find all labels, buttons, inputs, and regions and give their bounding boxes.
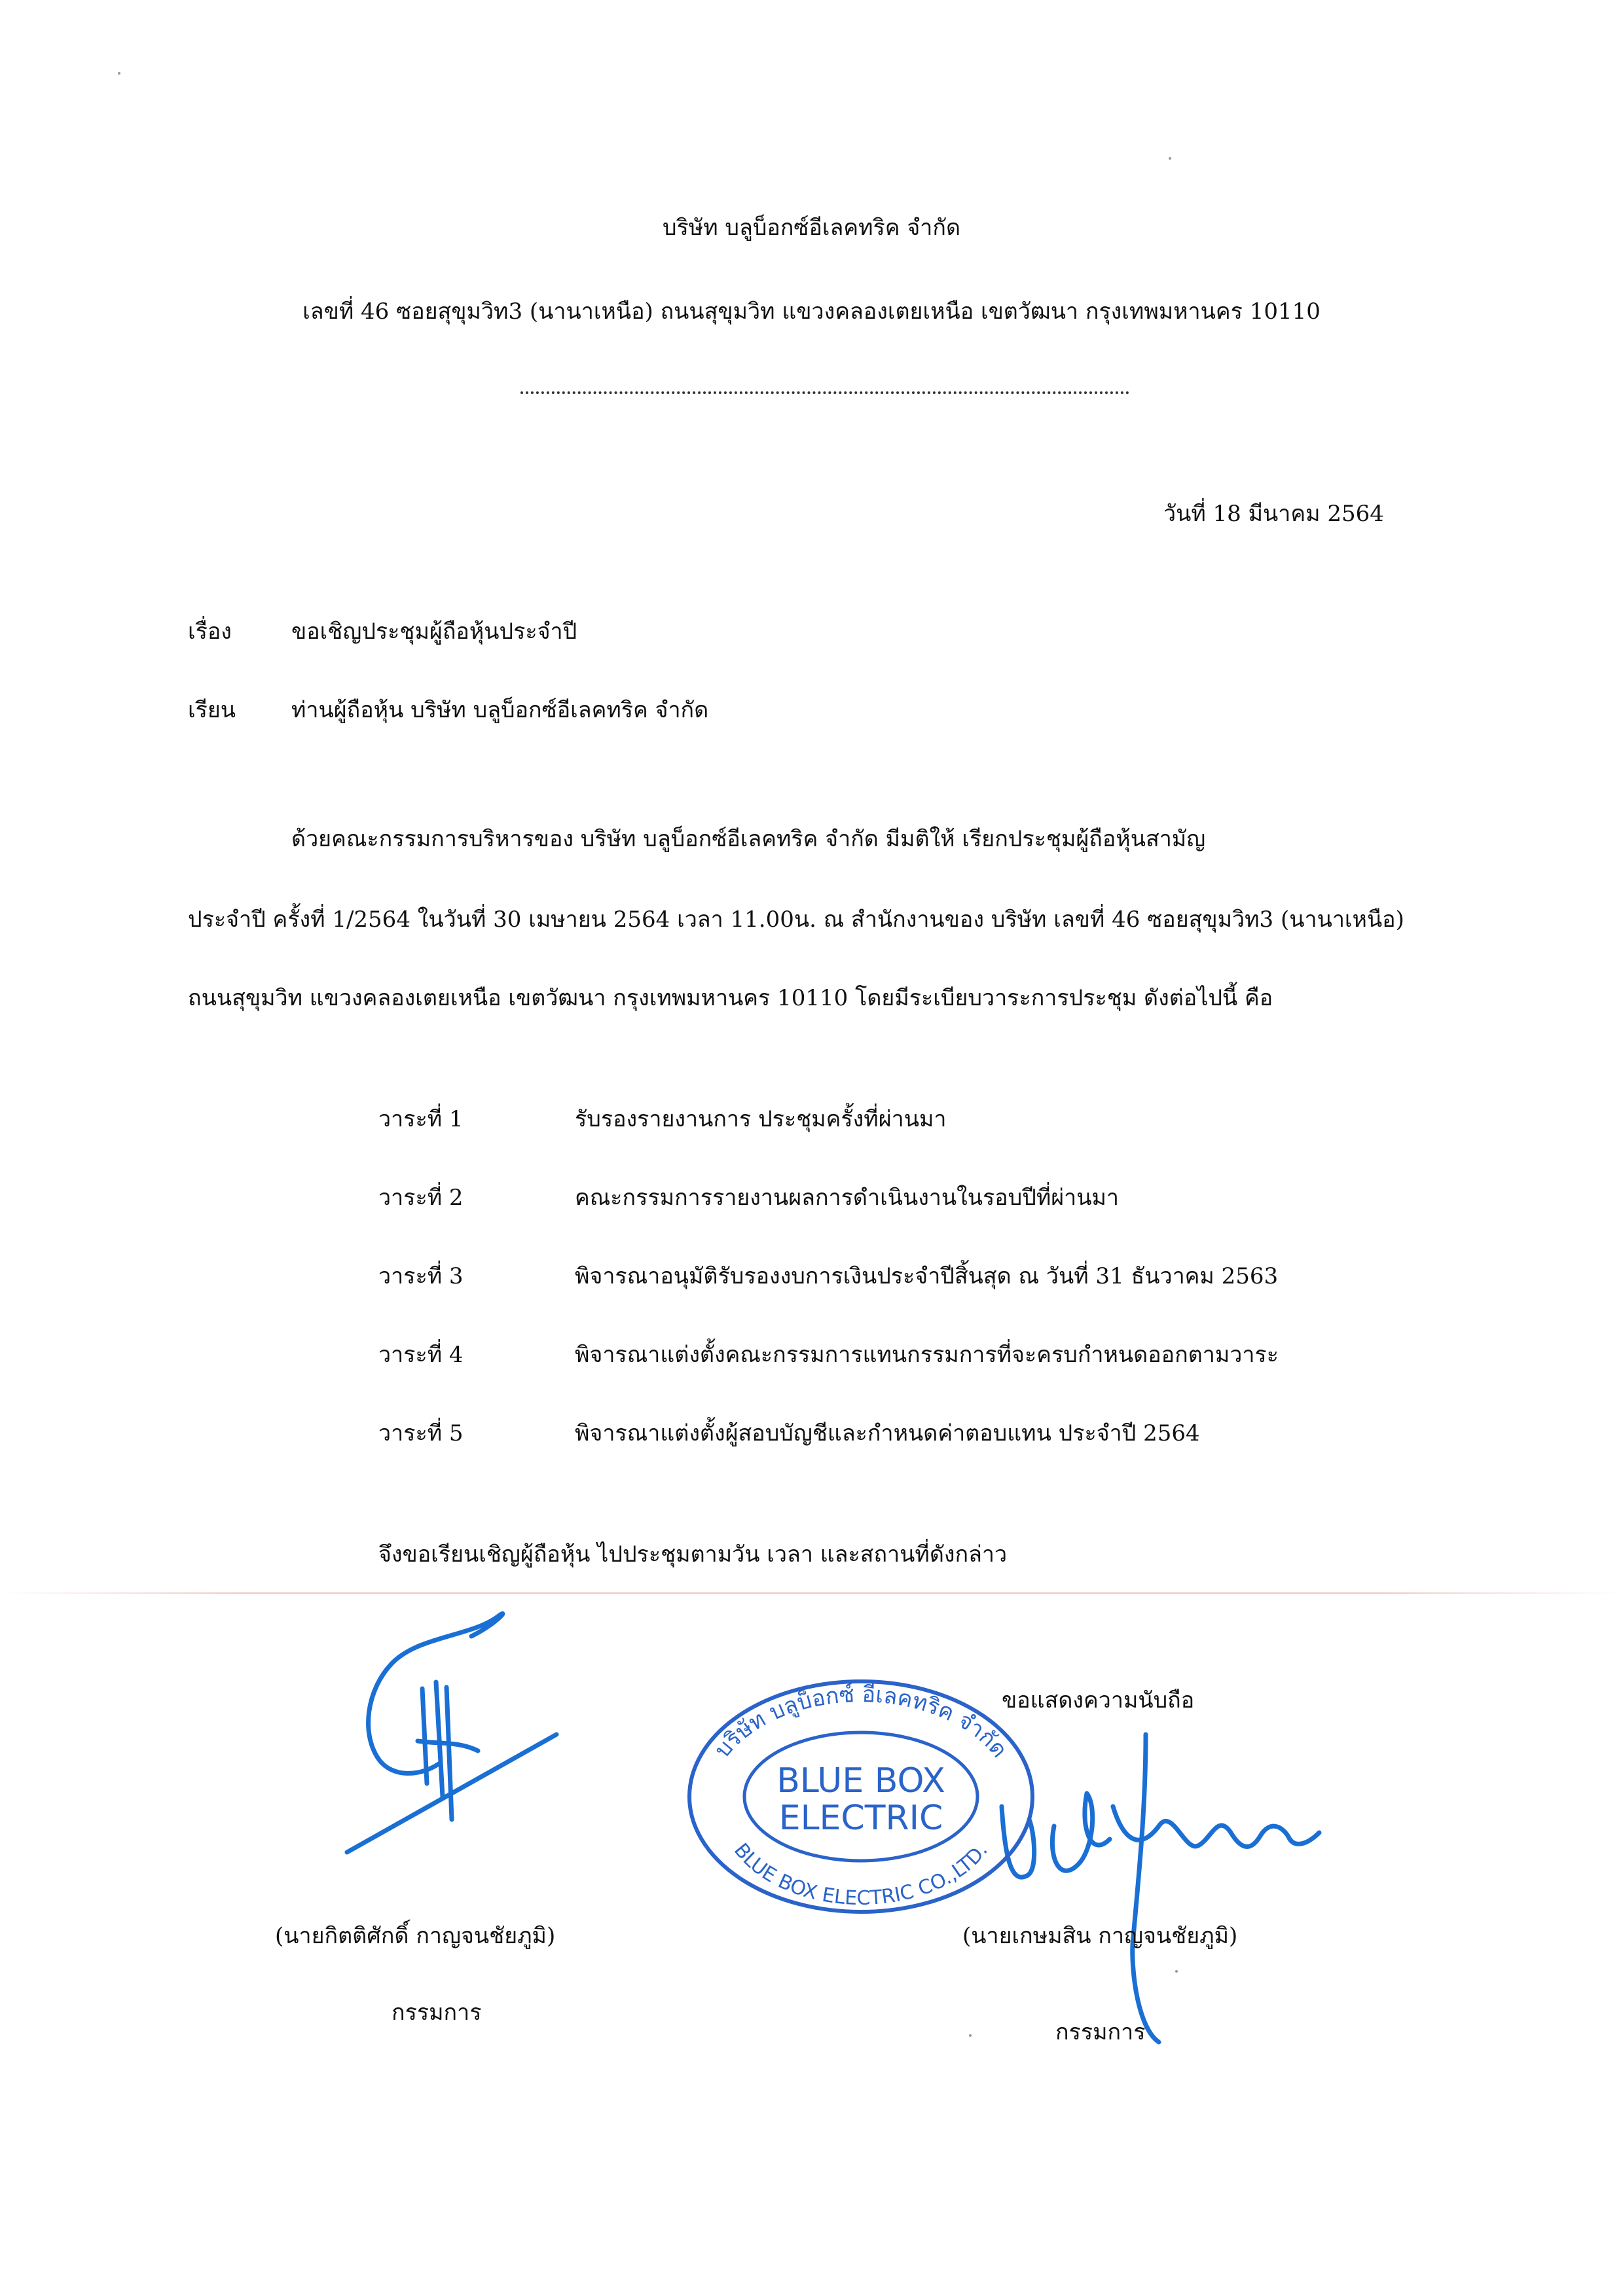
scan-artifact-line xyxy=(0,1592,1623,1594)
stamp-inner-line-1: BLUE BOX xyxy=(776,1761,945,1801)
company-name: บริษัท บลูบ็อกซ์อีเลคทริค จำกัด xyxy=(662,215,961,241)
recipient-text: ท่านผู้ถือหุ้น บริษัท บลูบ็อกซ์อีเลคทริค จำกัด xyxy=(291,697,709,723)
closing-sentence: จึงขอเรียนเชิญผู้ถือหุ้น ไปประชุมตามวัน เวลา และสถานที่ดังกล่าว xyxy=(378,1541,1008,1568)
scan-speck xyxy=(1169,157,1171,160)
company-address: เลขที่ 46 ซอยสุขุมวิท3 (นานาเหนือ) ถนนสุขุมวิท แขวงคลองเตยเหนือ เขตวัฒนา กรุงเทพมหานคร 10110 xyxy=(302,298,1321,325)
stamp-inner-line-2: ELECTRIC xyxy=(778,1799,943,1838)
body-line-3: ถนนสุขุมวิท แขวงคลองเตยเหนือ เขตวัฒนา กรุงเทพมหานคร 10110 โดยมีระเบียบวาระการประชุม ดังต่อไปนี้ คือ xyxy=(188,985,1273,1011)
agenda-text: พิจารณาแต่งตั้งผู้สอบบัญชีและกำหนดค่าตอบแทน ประจำปี 2564 xyxy=(575,1420,1200,1446)
signatory-left-title: กรรมการ xyxy=(392,2000,482,2026)
agenda-label: วาระที่ 3 xyxy=(378,1263,464,1289)
stamp-outer-text-bottom: BLUE BOX ELECTRIC CO.,LTD. xyxy=(729,1839,993,1910)
signature-left xyxy=(340,1610,563,1865)
agenda-label: วาระที่ 4 xyxy=(378,1342,464,1368)
header-dotted-divider xyxy=(520,391,1129,394)
signatory-right-name: (นายเกษมสิน กาญจนชัยภูมิ) xyxy=(962,1923,1238,1949)
scan-speck xyxy=(118,72,120,75)
signatory-left-name: (นายกิตติศักดิ์ กาญจนชัยภูมิ) xyxy=(275,1923,556,1949)
agenda-label: วาระที่ 5 xyxy=(378,1420,464,1446)
recipient-label: เรียน xyxy=(188,697,236,723)
signatory-right-title: กรรมการ xyxy=(1055,2019,1146,2045)
agenda-label: วาระที่ 1 xyxy=(378,1106,464,1132)
regards-text: ขอแสดงความนับถือ xyxy=(1002,1687,1195,1713)
letter-date: วันที่ 18 มีนาคม 2564 xyxy=(1163,501,1384,527)
subject-text: ขอเชิญประชุมผู้ถือหุ้นประจำปี xyxy=(291,619,577,645)
company-stamp xyxy=(684,1676,1038,1918)
body-line-2: ประจำปี ครั้งที่ 1/2564 ในวันที่ 30 เมษายน 2564 เวลา 11.00น. ณ สำนักงานของ บริษัท เลขที่ 46 ซอยสุขุมวิท3 (นานาเหนือ) xyxy=(188,906,1404,933)
subject-label: เรื่อง xyxy=(188,619,232,645)
agenda-text: พิจารณาอนุมัติรับรองงบการเงินประจำปีสิ้นสุด ณ วันที่ 31 ธันวาคม 2563 xyxy=(575,1263,1279,1289)
stamp-outer-text-top: บริษัท บลูบ็อกซ์ อีเลคทริค จำกัด xyxy=(709,1681,1013,1763)
body-line-1: ด้วยคณะกรรมการบริหารของ บริษัท บลูบ็อกซ์อีเลคทริค จำกัด มีมติให้ เรียกประชุมผู้ถือหุ้นสามัญ xyxy=(291,826,1206,852)
agenda-text: คณะกรรมการรายงานผลการดำเนินงานในรอบปีที่ผ่านมา xyxy=(575,1185,1119,1211)
agenda-text: พิจารณาแต่งตั้งคณะกรรมการแทนกรรมการที่จะครบกำหนดออกตามวาระ xyxy=(575,1342,1279,1368)
scan-speck xyxy=(969,2034,972,2037)
agenda-label: วาระที่ 2 xyxy=(378,1185,464,1211)
agenda-text: รับรองรายงานการ ประชุมครั้งที่ผ่านมา xyxy=(575,1106,947,1132)
scan-speck xyxy=(1175,1970,1178,1973)
